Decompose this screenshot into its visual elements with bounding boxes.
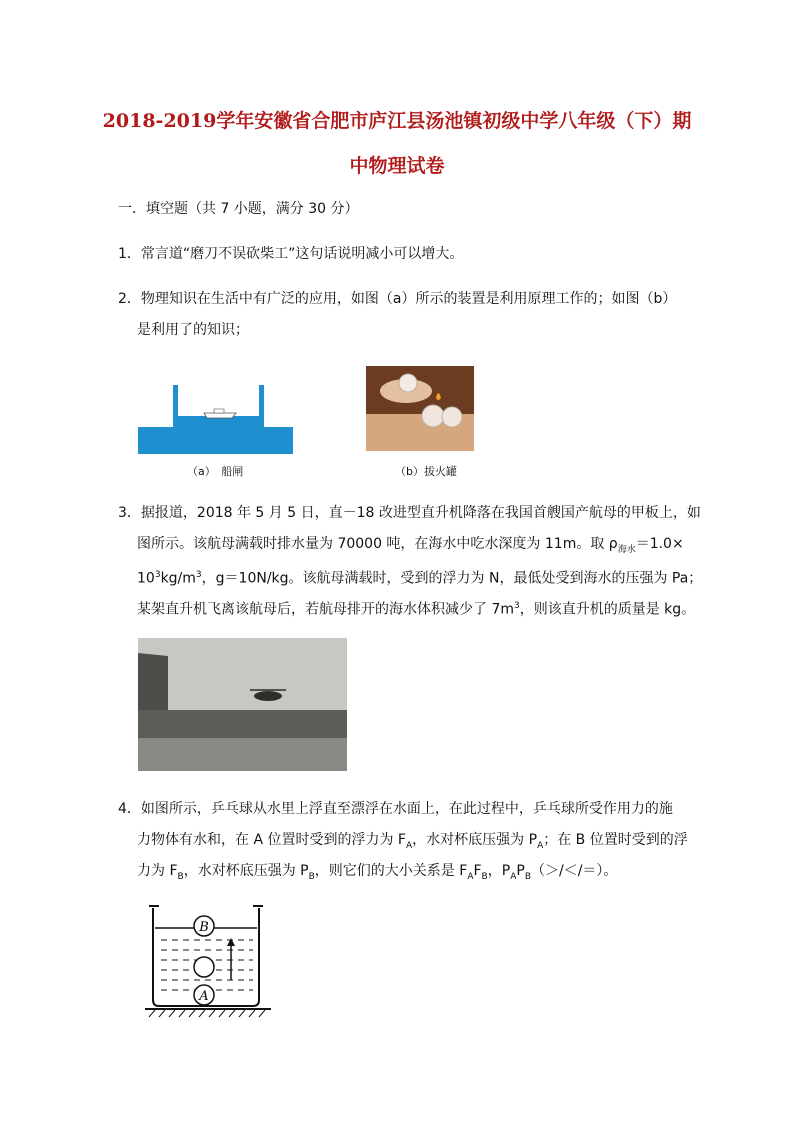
figure-b-caption: （b）拔火罐: [395, 465, 457, 478]
aircraft-carrier-photo: [138, 638, 347, 771]
cupping-photo: [366, 366, 474, 451]
question-2-line-2: 是利用了的知识；: [137, 322, 249, 338]
question-4-line-1: 4．如图所示，乒乓球从水里上浮直至漂浮在水面上，在此过程中，乒乓球所受作用力的施: [118, 801, 673, 817]
question-3-line-3: $10^3kg/m^3$，g＝10N/kg。该航母满载时，受到的浮力为 N，最低处受到海水的压强为 Pa；: [137, 570, 703, 587]
question-3-line-2: 图所示。该航母满载时排水量为 70000 吨，在海水中吃水深度为 11m。取 $\rho_{海水}=1.0\times$: [137, 536, 684, 555]
question-3-line-1: 3．据报道，2018 年 5 月 5 日，直－18 改进型直升机降落在我国首艘国产航母的甲板上，如: [118, 505, 701, 521]
label-a: A: [199, 989, 209, 1004]
question-3-line-4: 某架直升机飞离该航母后，若航母排开的海水体积减少了 $7m^3$，则该直升机的质量是 kg。: [137, 601, 696, 618]
question-2-line-1: 2．物理知识在生活中有广泛的应用，如图（a）所示的装置是利用原理工作的；如图（b）: [118, 291, 677, 307]
page-title-line-1: 2018-2019学年安徽省合肥市庐江县汤池镇初级中学八年级（下）期: [102, 110, 692, 132]
question-4-line-2: 力物体有水和，在 A 位置时受到的浮力为 $F_A$，水对杯底压强为 $P_A$；在 B 位置时受到的浮: [137, 832, 688, 851]
page-title-line-2: 中物理试卷: [349, 155, 445, 177]
ship-lock-figure: [138, 380, 293, 454]
figure-a-caption: （a） 船闸: [187, 465, 244, 478]
beaker-figure: [145, 900, 271, 1020]
question-1-text: 1．常言道“磨刀不误砍柴工”这句话说明减小可以增大。: [118, 246, 464, 262]
section-heading: 一．填空题（共 7 小题，满分 30 分）: [118, 201, 359, 217]
question-4-line-3: 力为 $F_B$，水对杯底压强为 $P_B$，则它们的大小关系是 $F_AF_B$，$P_AP_B(>/</=)$。: [137, 863, 618, 882]
label-b: B: [199, 920, 209, 935]
